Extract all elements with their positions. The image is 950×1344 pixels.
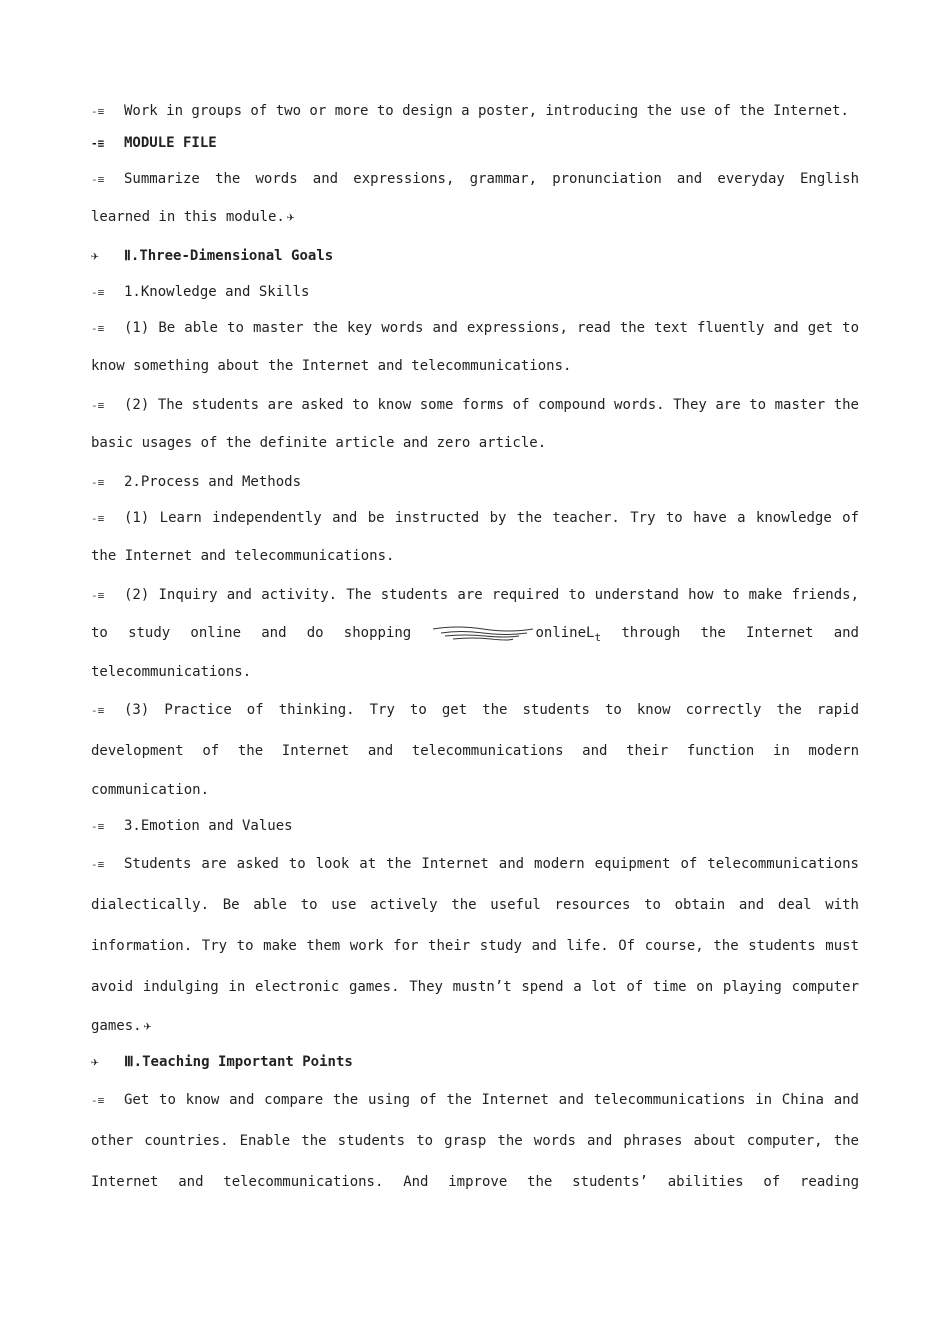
paragraph-line	[91, 1121, 859, 1162]
paragraph-line	[91, 844, 859, 885]
text: Internet and telecommunications. And improve the students’ abilities of reading	[91, 1174, 859, 1190]
text: other countries. Enable the students to grasp the words and phrases about computer, the	[91, 1133, 859, 1149]
text: communication.	[91, 782, 210, 798]
text: games.	[91, 1018, 142, 1034]
paragraph-line	[91, 885, 859, 926]
bullet-mark: -≡	[91, 704, 105, 717]
text: 2.Process and Methods	[124, 474, 302, 490]
paragraph-line	[91, 731, 859, 772]
text: learned in this module.	[91, 209, 285, 225]
paragraph-line	[91, 1008, 859, 1044]
bullet-mark: -≡	[91, 137, 105, 150]
bullet-mark: -≡	[91, 105, 105, 118]
text: basic usages of the definite article and zero article.	[91, 435, 547, 451]
paragraph-line	[91, 346, 859, 387]
text: the Internet and telecommunications.	[91, 548, 395, 564]
paragraph-line	[91, 387, 859, 423]
paragraph-line	[91, 274, 859, 310]
text: 3.Emotion and Values	[124, 818, 293, 834]
text: Summarize the words and expressions, grammar, pronunciation and everyday English	[124, 171, 859, 187]
paragraph-line	[91, 500, 859, 536]
text: 1.Knowledge and Skills	[124, 284, 310, 300]
paragraph-line	[91, 1162, 859, 1203]
text: to study online and do shopping	[91, 625, 412, 641]
text: avoid indulging in electronic games. They mustn’t spend a lot of time on playing computer	[91, 979, 859, 995]
section-heading	[91, 238, 859, 274]
document-page	[91, 98, 859, 1203]
paragraph-line	[91, 808, 859, 844]
text: Students are asked to look at the Internet and modern equipment of telecommunications	[124, 856, 859, 872]
paragraph-line	[91, 98, 859, 125]
section-mark-icon: ✈	[91, 1055, 99, 1070]
bullet-mark: -≡	[91, 476, 105, 489]
text: Get to know and compare the using of the Internet and telecommunications in China and	[124, 1092, 859, 1108]
text: (2) Inquiry and activity. The students are required to understand how to make friends,	[124, 587, 859, 603]
text: online	[535, 625, 587, 641]
text: MODULE FILE	[124, 135, 217, 151]
subscript-t: t	[594, 631, 602, 644]
wavy-scribble	[431, 624, 535, 642]
bullet-mark: -≡	[91, 1094, 105, 1107]
text: know something about the Internet and telecommunications.	[91, 358, 572, 374]
paragraph-line	[91, 197, 859, 238]
bullet-mark: -≡	[91, 858, 105, 871]
paragraph-line	[91, 967, 859, 1008]
bullet-mark: -≡	[91, 820, 105, 833]
bullet-mark: -≡	[91, 512, 105, 525]
text: information. Try to make them work for their study and life. Of course, the students must	[91, 938, 859, 954]
text: dialectically. Be able to use actively the useful resources to obtain and deal with	[91, 897, 859, 913]
paragraph-line	[91, 577, 859, 613]
section-heading	[91, 1044, 859, 1080]
bullet-mark: -≡	[91, 322, 105, 335]
section-mark-icon: ✈	[143, 1019, 152, 1034]
text: through the Internet and	[621, 625, 859, 641]
bullet-mark: -≡	[91, 399, 105, 412]
paragraph-line	[91, 1080, 859, 1121]
bullet-mark: -≡	[91, 173, 105, 186]
paragraph-line	[91, 536, 859, 577]
paragraph-line	[91, 690, 859, 731]
text: Work in groups of two or more to design a poster, introducing the use of the Internet.	[124, 103, 849, 119]
text: Ⅱ.Three-Dimensional Goals	[124, 248, 334, 264]
text: (1) Learn independently and be instructed by the teacher. Try to have a knowledge of	[124, 510, 859, 526]
text: (3) Practice of thinking. Try to get the students to know correctly the rapid	[124, 702, 859, 718]
paragraph-line	[91, 926, 859, 967]
paragraph-line	[91, 310, 859, 346]
paragraph-line	[91, 654, 859, 690]
text: Ⅲ.Teaching Important Points	[124, 1054, 353, 1070]
module-file-heading	[91, 125, 859, 161]
bullet-mark: -≡	[91, 286, 105, 299]
paragraph-line	[91, 161, 859, 197]
section-mark-icon: ✈	[91, 249, 99, 264]
text: telecommunications.	[91, 664, 252, 680]
superscript-l: L	[586, 625, 595, 641]
text: development of the Internet and telecommunications and their function in modern	[91, 743, 859, 759]
paragraph-line	[91, 423, 859, 464]
bullet-mark: -≡	[91, 589, 105, 602]
paragraph-line	[91, 772, 859, 808]
text: (1) Be able to master the key words and expressions, read the text fluently and get to	[124, 320, 859, 336]
paragraph-line	[91, 613, 859, 654]
paragraph-line	[91, 464, 859, 500]
text: (2) The students are asked to know some forms of compound words. They are to master the	[124, 397, 859, 413]
section-mark-icon: ✈	[286, 210, 295, 225]
